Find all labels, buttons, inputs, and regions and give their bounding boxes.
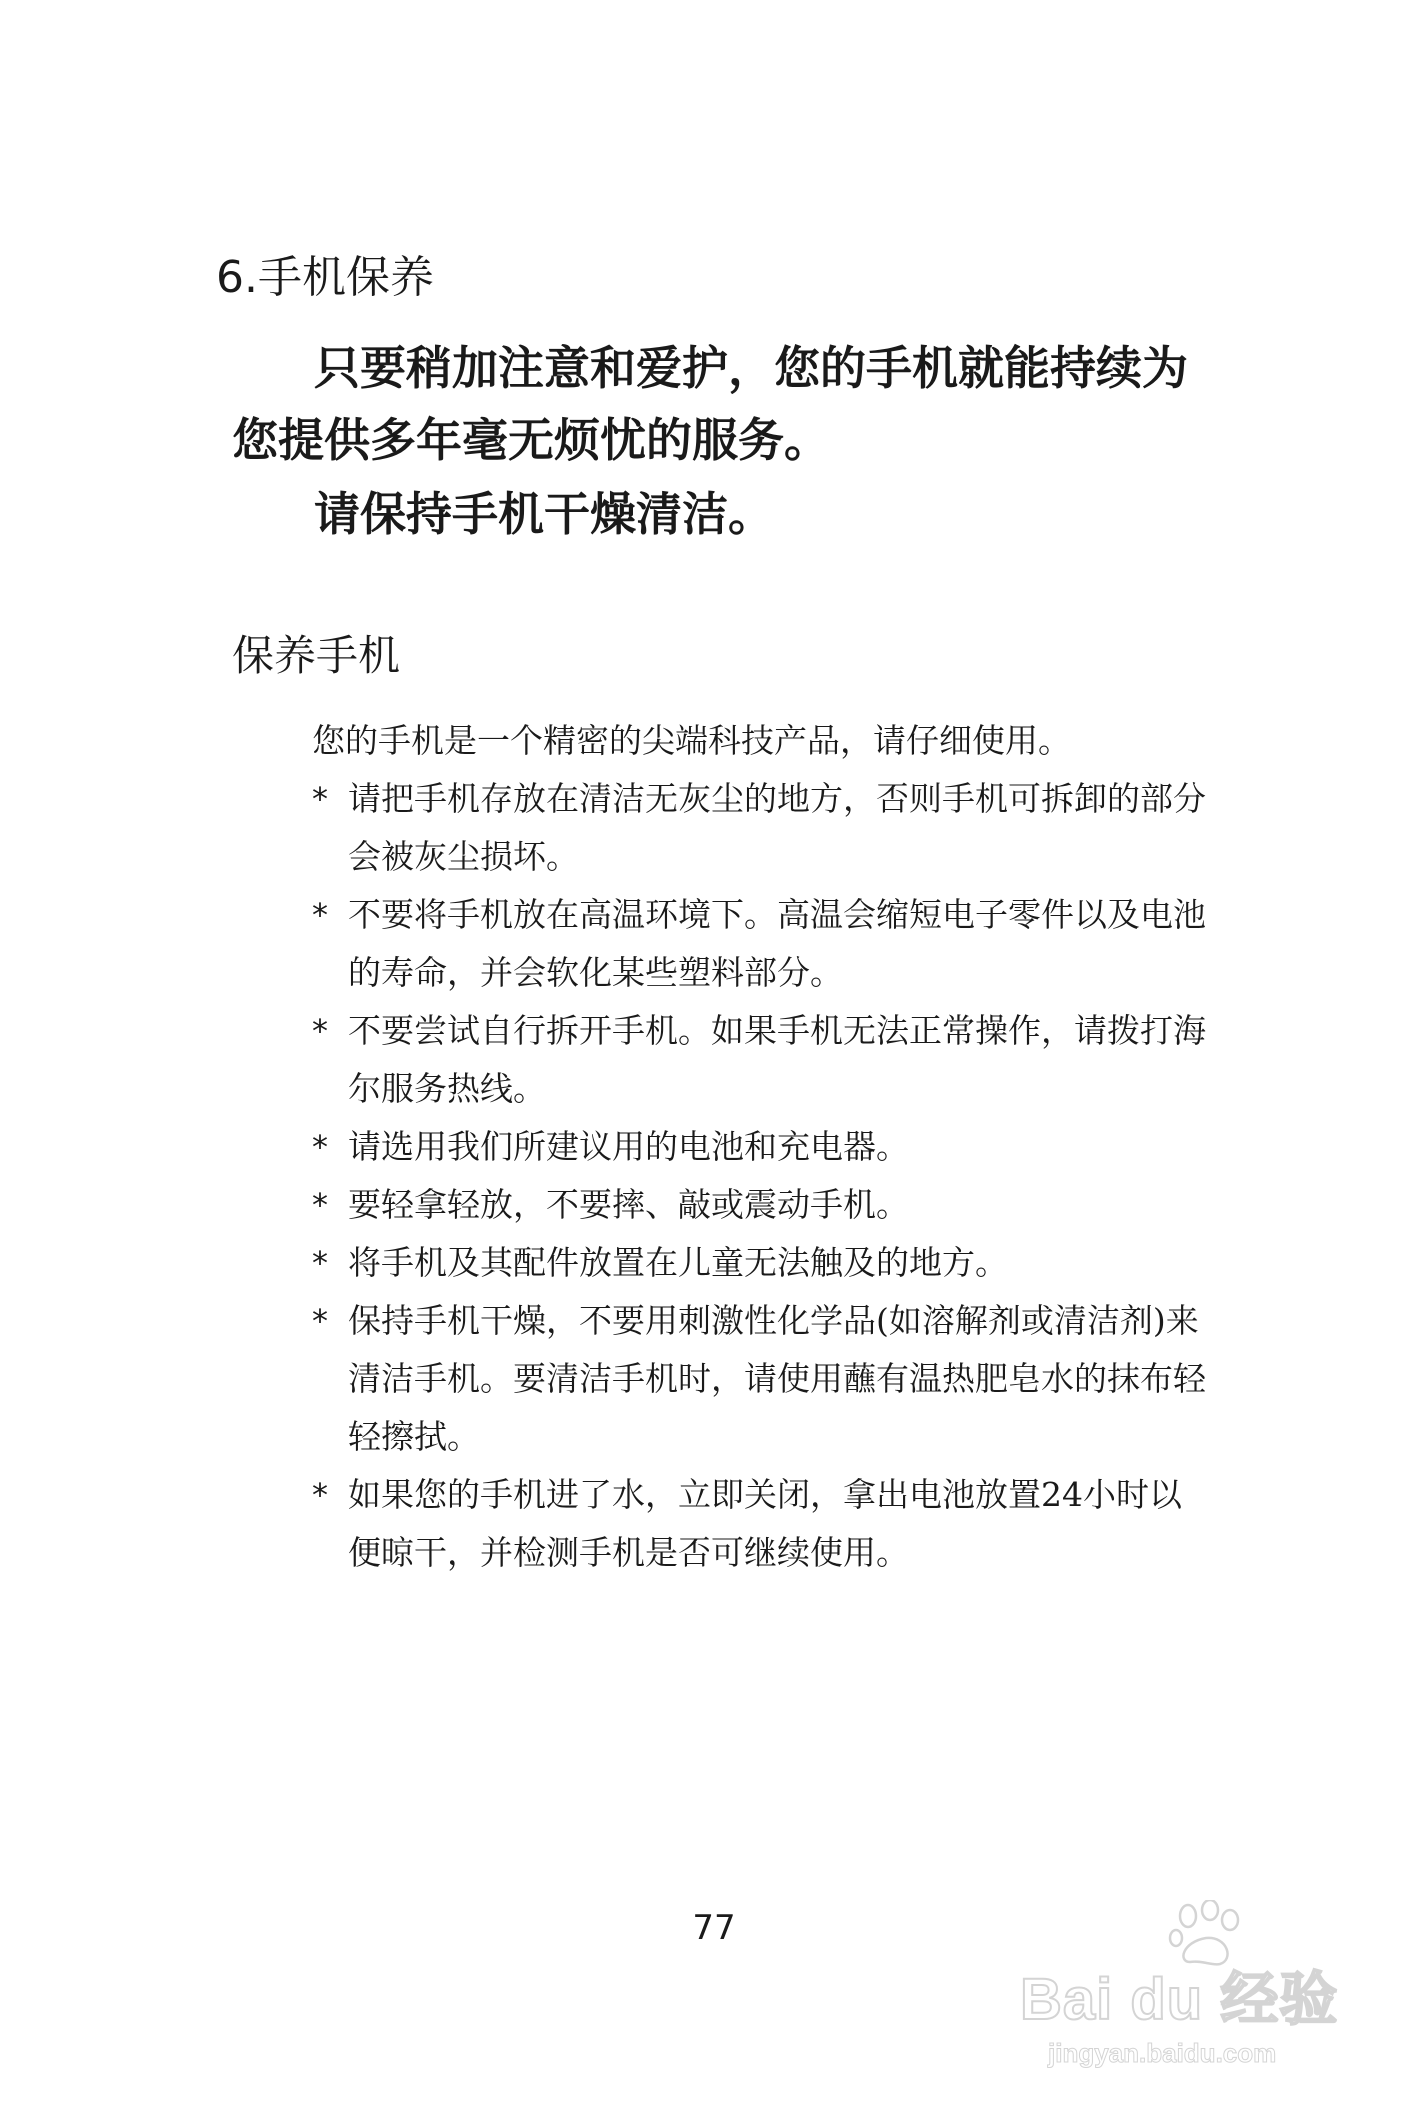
list-item	[312, 1292, 1212, 1466]
list-item	[312, 1176, 1212, 1234]
list-item-text: 请选用我们所建议用的电池和充电器。	[348, 1127, 909, 1166]
list-item	[312, 886, 1212, 1002]
list-item-text: 如果您的手机进了水，立即关闭，拿出电池放置24小时以便晾干，并检测手机是否可继续使用。	[348, 1475, 1182, 1572]
page-number: 77	[692, 1908, 736, 1948]
care-instructions	[312, 712, 1212, 1582]
intro-paragraph: 只要稍加注意和爱护，您的手机就能持续为您提供多年毫无烦忧的服务。	[232, 341, 1188, 467]
section-title: 6.手机保养	[216, 252, 434, 303]
bullet-icon: *	[312, 1128, 328, 1166]
list-item	[312, 770, 1212, 886]
lead-sentence: 您的手机是一个精密的尖端科技产品，请仔细使用。	[312, 721, 1071, 760]
subsection-title: 保养手机	[232, 631, 401, 680]
list-item	[312, 1118, 1212, 1176]
list-item-text: 将手机及其配件放置在儿童无法触及的地方。	[348, 1243, 1008, 1282]
bullet-icon: *	[312, 896, 328, 934]
intro-keep-dry: 请保持手机干燥清洁。	[314, 487, 774, 541]
bullet-icon: *	[312, 1186, 328, 1224]
list-item	[312, 1466, 1212, 1582]
bullet-icon: *	[312, 1244, 328, 1282]
list-item-text: 保持手机干燥，不要用刺激性化学品(如溶解剂或清洁剂)来清洁手机。要清洁手机时，请使用蘸有温热肥皂水的抹布轻轻擦拭。	[348, 1301, 1206, 1456]
list-item-text: 不要尝试自行拆开手机。如果手机无法正常操作，请拨打海尔服务热线。	[348, 1011, 1206, 1108]
bullet-icon: *	[312, 1302, 328, 1340]
care-list	[312, 770, 1212, 1582]
bullet-icon: *	[312, 780, 328, 818]
list-item-text: 要轻拿轻放，不要摔、敲或震动手机。	[348, 1185, 909, 1224]
paw-icon	[1168, 1900, 1248, 1972]
bullet-icon: *	[312, 1012, 328, 1050]
watermark-brand: Bai du 经验	[1020, 1967, 1339, 2032]
list-item-text: 不要将手机放在高温环境下。高温会缩短电子零件以及电池的寿命，并会软化某些塑料部分。	[348, 895, 1206, 992]
list-item	[312, 1002, 1212, 1118]
bullet-icon: *	[312, 1476, 328, 1514]
list-item-text: 请把手机存放在清洁无灰尘的地方，否则手机可拆卸的部分会被灰尘损坏。	[348, 779, 1206, 876]
intro-block	[232, 332, 1232, 550]
watermark-url: jingyan.baidu.com	[1048, 2038, 1277, 2068]
baidu-jingyan-watermark	[1020, 1900, 1360, 2070]
list-item	[312, 1234, 1212, 1292]
